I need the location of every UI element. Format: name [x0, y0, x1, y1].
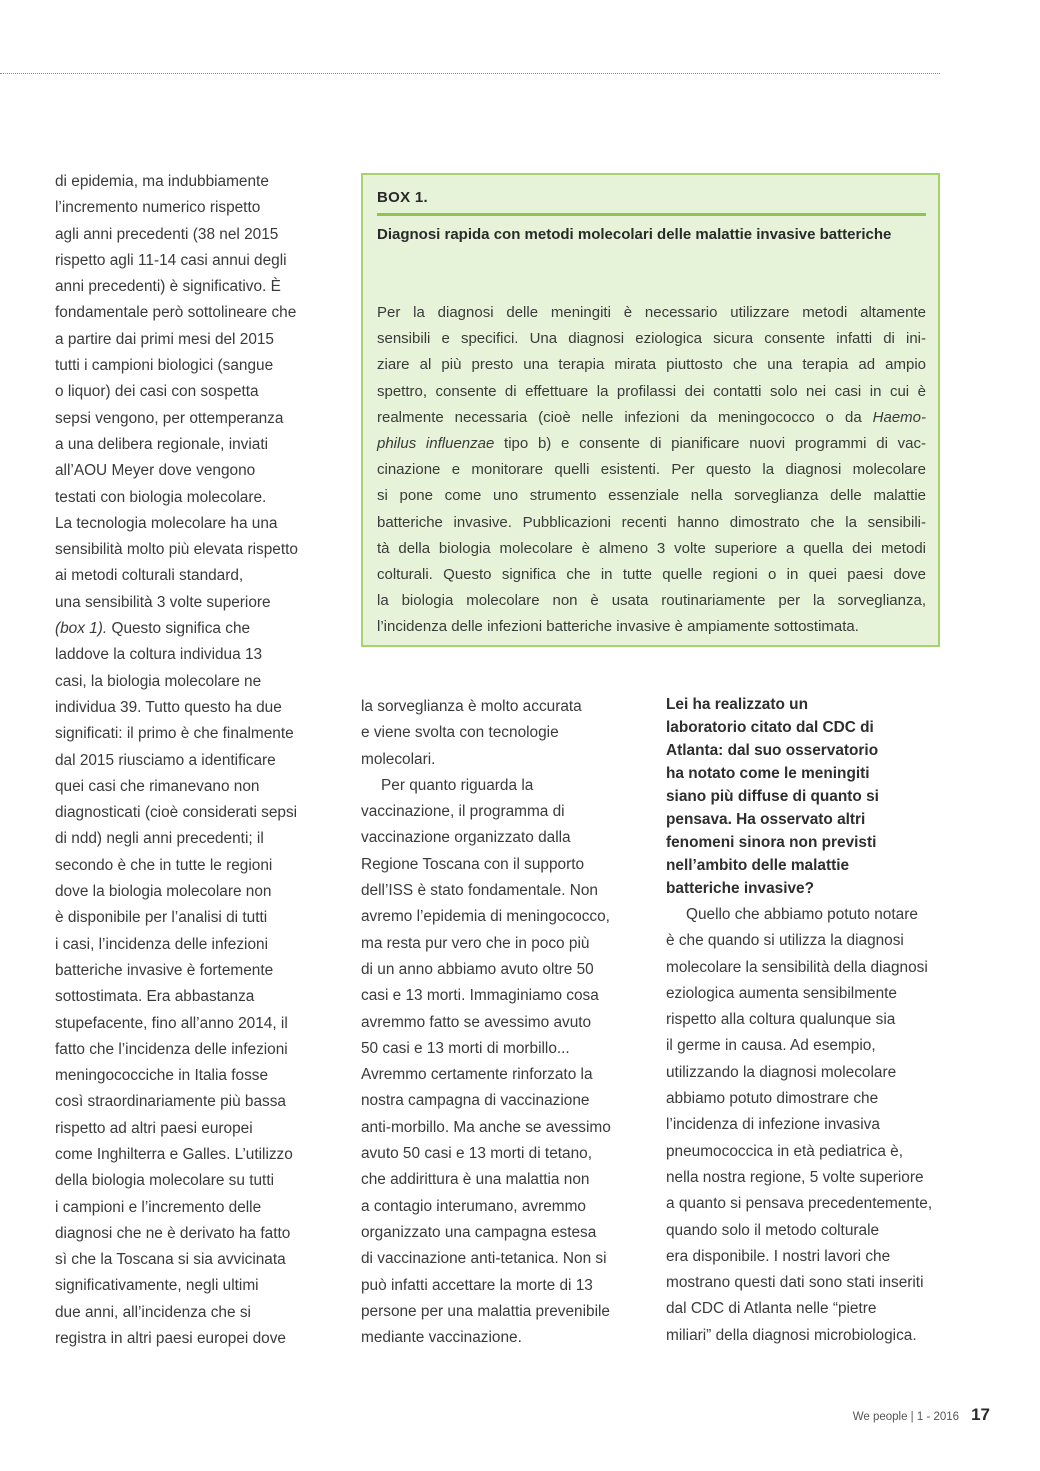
- text-line: così straordinariamente più bassa: [55, 1093, 286, 1111]
- box-line: cinazione e monitorare quelli esistenti. Per questo la diagnosi molecolare: [377, 461, 926, 479]
- text-line: mediante vaccinazione.: [361, 1329, 522, 1347]
- text-line: l’incremento numerico rispetto: [55, 199, 261, 217]
- text-line: è disponibile per l’analisi di tutti: [55, 909, 268, 927]
- box-line: [377, 405, 926, 431]
- text-line: utilizzando la diagnosi molecolare: [666, 1063, 897, 1081]
- text-line: sepsi vengono, per ottemperanza: [55, 409, 284, 427]
- box-divider: [377, 213, 926, 216]
- box-italic-term: Haemo-: [872, 408, 926, 426]
- text-line: dove la biologia molecolare non: [55, 883, 272, 901]
- text-line: significati: il primo è che finalmente: [55, 725, 294, 743]
- text-line: la sorveglianza è molto accurata: [361, 698, 582, 715]
- text-line: Per quanto riguarda la: [381, 776, 534, 794]
- text-line: vaccinazione, il programma di: [361, 803, 565, 821]
- text-line: avremmo fatto se avessimo avuto: [361, 1013, 592, 1031]
- box-text-fragment: tipo b) e consente di pianificare nuovi programmi di vac-: [504, 434, 926, 452]
- text-line: molecolare la sensibilità della diagnosi: [666, 958, 928, 976]
- question-line: ha notato come le meningiti: [666, 765, 870, 782]
- text-line: di epidemia, ma indubbiamente: [55, 173, 269, 190]
- text-line: due anni, all’incidenza che si: [55, 1303, 251, 1321]
- text-line: della biologia molecolare su tutti: [55, 1172, 275, 1190]
- top-dotted-rule: [0, 73, 940, 74]
- question-line: Lei ha realizzato un: [666, 696, 808, 713]
- text-line: avuto 50 casi e 13 morti di tetano,: [361, 1145, 592, 1163]
- text-line: diagnosticati (cioè considerati sepsi: [55, 804, 298, 822]
- text-line: l’incidenza di infezione invasiva: [666, 1116, 880, 1134]
- text-fragment: Questo significa che: [111, 620, 251, 638]
- question-line: batteriche invasive?: [666, 880, 814, 897]
- text-line: avremo l’epidemia di meningococco,: [361, 908, 610, 926]
- text-line: dell’ISS è stato fondamentale. Non: [361, 882, 598, 900]
- text-line: è che quando si utilizza la diagnosi: [666, 932, 904, 950]
- text-line: Avremmo certamente rinforzato la: [361, 1066, 593, 1084]
- text-line: all’AOU Meyer dove vengono: [55, 462, 256, 480]
- box-reference: (box 1).: [55, 620, 108, 638]
- text-line: a contagio interumano, avremmo: [361, 1197, 586, 1215]
- column-2: [361, 694, 641, 1351]
- box-line: colturali. Questo significa che in tutte quelle regioni o in quei paesi dove: [377, 565, 926, 583]
- box-line: spettro, consente di effettuare la profilassi dei contatti solo nei casi in cui è: [377, 382, 926, 400]
- text-line: molecolari.: [361, 750, 436, 768]
- text-line: 50 casi e 13 morti di morbillo...: [361, 1039, 570, 1057]
- text-line: ma resta pur vero che in poco più: [361, 934, 590, 952]
- text-line: La tecnologia molecolare ha una: [55, 514, 278, 532]
- box-line: tà della biologia molecolare è almeno 3 volte superiore a quella dei metodi: [377, 539, 926, 557]
- question-line: nell’ambito delle malattie: [666, 857, 850, 874]
- question-line: Atlanta: dal suo osservatorio: [666, 742, 879, 759]
- text-line: significativamente, negli ultimi: [55, 1277, 259, 1295]
- text-line: Regione Toscana con il supporto: [361, 855, 585, 873]
- text-line: laddove la coltura individua 13: [55, 646, 263, 664]
- text-line: meningococciche in Italia fosse: [55, 1067, 269, 1085]
- text-line: di ndd) negli anni precedenti; il: [55, 830, 264, 848]
- text-line: fondamentale però sottolineare che: [55, 304, 297, 322]
- question-line: pensava. Ha osservato altri: [666, 811, 866, 828]
- text-line: rispetto ad altri paesi europei: [55, 1119, 253, 1137]
- box-line: l’incidenza delle infezioni batteriche invasive è ampiamente sottostimata.: [377, 618, 859, 636]
- box-line: batteriche invasive. Pubblicazioni recenti hanno dimostrato che la sensibili-: [377, 513, 926, 531]
- text-line: pneumococcica in età pediatrica è,: [666, 1142, 903, 1160]
- text-line: o liquor) dei casi con sospetta: [55, 383, 259, 401]
- text-line: sottostimata. Era abbastanza: [55, 988, 255, 1006]
- text-line: sensibilità molto più elevata rispetto: [55, 541, 298, 559]
- text-line: era disponibile. I nostri lavori che: [666, 1247, 891, 1265]
- column-1: [55, 169, 335, 1352]
- text-line: dal 2015 riusciamo a identificare: [55, 751, 276, 769]
- text-line: [55, 616, 335, 642]
- box-text-fragment: realmente necessaria (cioè nelle infezioni da meningococco o da: [377, 408, 862, 426]
- box-line: la biologia molecolare non è usata routinariamente per la sorveglianza,: [377, 592, 926, 610]
- box-italic-term: philus influenzae: [377, 434, 495, 452]
- text-line: come Inghilterra e Galles. L’utilizzo: [55, 1145, 293, 1163]
- box-line: [377, 431, 926, 457]
- text-line: rispetto agli 11-14 casi annui degli: [55, 251, 287, 269]
- text-line: persone per una malattia prevenibile: [361, 1302, 610, 1320]
- box-body: [377, 300, 926, 640]
- text-line: rispetto alla coltura qualunque sia: [666, 1011, 896, 1029]
- text-line: eziologica aumenta sensibilmente: [666, 984, 897, 1002]
- question-line: laboratorio citato dal CDC di: [666, 719, 874, 736]
- text-line: anti-morbillo. Ma anche se avessimo: [361, 1118, 611, 1136]
- text-line: il germe in causa. Ad esempio,: [666, 1037, 876, 1055]
- text-line: può infatti accettare la morte di 13: [361, 1276, 593, 1294]
- box-line: Per la diagnosi delle meningiti è necessario utilizzare metodi altamente: [377, 304, 926, 321]
- column-3: [666, 693, 946, 1349]
- text-line: organizzato una campagna estesa: [361, 1223, 597, 1241]
- text-line: Quello che abbiamo potuto notare: [686, 906, 918, 923]
- text-line: quei casi che rimanevano non: [55, 777, 260, 795]
- page-footer: [853, 1405, 990, 1425]
- box-line: sensibili e specifici. Una diagnosi eziologica sicura consente infatti di ini-: [377, 330, 926, 348]
- text-line: anni precedenti) è significativo. È: [55, 278, 281, 296]
- box-line: si pone come uno strumento essenziale nella sorveglianza delle malattie: [377, 487, 926, 505]
- text-line: a una delibera regionale, inviati: [55, 435, 269, 453]
- text-line: registra in altri paesi europei dove: [55, 1330, 286, 1348]
- text-line: dal CDC di Atlanta nelle “pietre: [666, 1300, 877, 1318]
- text-line: individua 39. Tutto questo ha due: [55, 698, 282, 716]
- text-line: batteriche invasive è fortemente: [55, 961, 274, 979]
- text-line: casi, la biologia molecolare ne: [55, 672, 262, 690]
- text-line: e viene svolta con tecnologie: [361, 724, 559, 742]
- interview-question: [666, 693, 946, 900]
- text-line: miliari” della diagnosi microbiologica.: [666, 1326, 917, 1344]
- text-line: una sensibilità 3 volte superiore: [55, 593, 271, 611]
- text-line: mostrano questi dati sono stati inseriti: [666, 1274, 924, 1292]
- text-line: diagnosi che ne è derivato ha fatto: [55, 1224, 291, 1242]
- question-line: siano più diffuse di quanto si: [666, 788, 879, 805]
- text-line: nostra campagna di vaccinazione: [361, 1092, 590, 1110]
- text-line: i campioni e l’incremento delle: [55, 1198, 262, 1216]
- text-line: stupefacente, fino all’anno 2014, il: [55, 1014, 288, 1032]
- text-line: fatto che l’incidenza delle infezioni: [55, 1040, 288, 1058]
- text-line: agli anni precedenti (38 nel 2015: [55, 225, 279, 243]
- text-line: di vaccinazione anti-tetanica. Non si: [361, 1250, 607, 1268]
- text-line: nella nostra regione, 5 volte superiore: [666, 1168, 924, 1186]
- text-line: vaccinazione organizzato dalla: [361, 829, 571, 847]
- text-line: i casi, l’incidenza delle infezioni: [55, 935, 269, 953]
- text-line: casi e 13 morti. Immaginiamo cosa: [361, 987, 599, 1005]
- box-line: ziare al più presto una terapia mirata piuttosto che una terapia ad ampio: [377, 356, 926, 374]
- text-line: tutti i campioni biologici (sangue: [55, 357, 274, 375]
- box-title: Diagnosi rapida con metodi molecolari delle malattie invasive batteriche: [377, 226, 892, 243]
- box-1: [361, 173, 940, 647]
- text-line: a quanto si pensava precedentemente,: [666, 1195, 933, 1213]
- text-line: quando solo il metodo colturale: [666, 1221, 880, 1239]
- page-number: 17: [971, 1405, 990, 1424]
- publication-info: We people | 1 - 2016: [852, 1411, 960, 1423]
- interview-answer: [666, 902, 946, 1349]
- box-label: BOX 1.: [377, 189, 428, 206]
- text-line: testati con biologia molecolare.: [55, 488, 267, 506]
- text-line: abbiamo potuto dimostrare che: [666, 1090, 879, 1108]
- text-line: sì che la Toscana si sia avvicinata: [55, 1251, 286, 1269]
- text-line: a partire dai primi mesi del 2015: [55, 330, 274, 348]
- text-line: che addirittura è una malattia non: [361, 1171, 590, 1189]
- text-line: di un anno abbiamo avuto oltre 50: [361, 960, 594, 978]
- question-line: fenomeni sinora non previsti: [666, 834, 877, 851]
- text-line: ai metodi colturali standard,: [55, 567, 244, 585]
- text-line: secondo è che in tutte le regioni: [55, 856, 273, 874]
